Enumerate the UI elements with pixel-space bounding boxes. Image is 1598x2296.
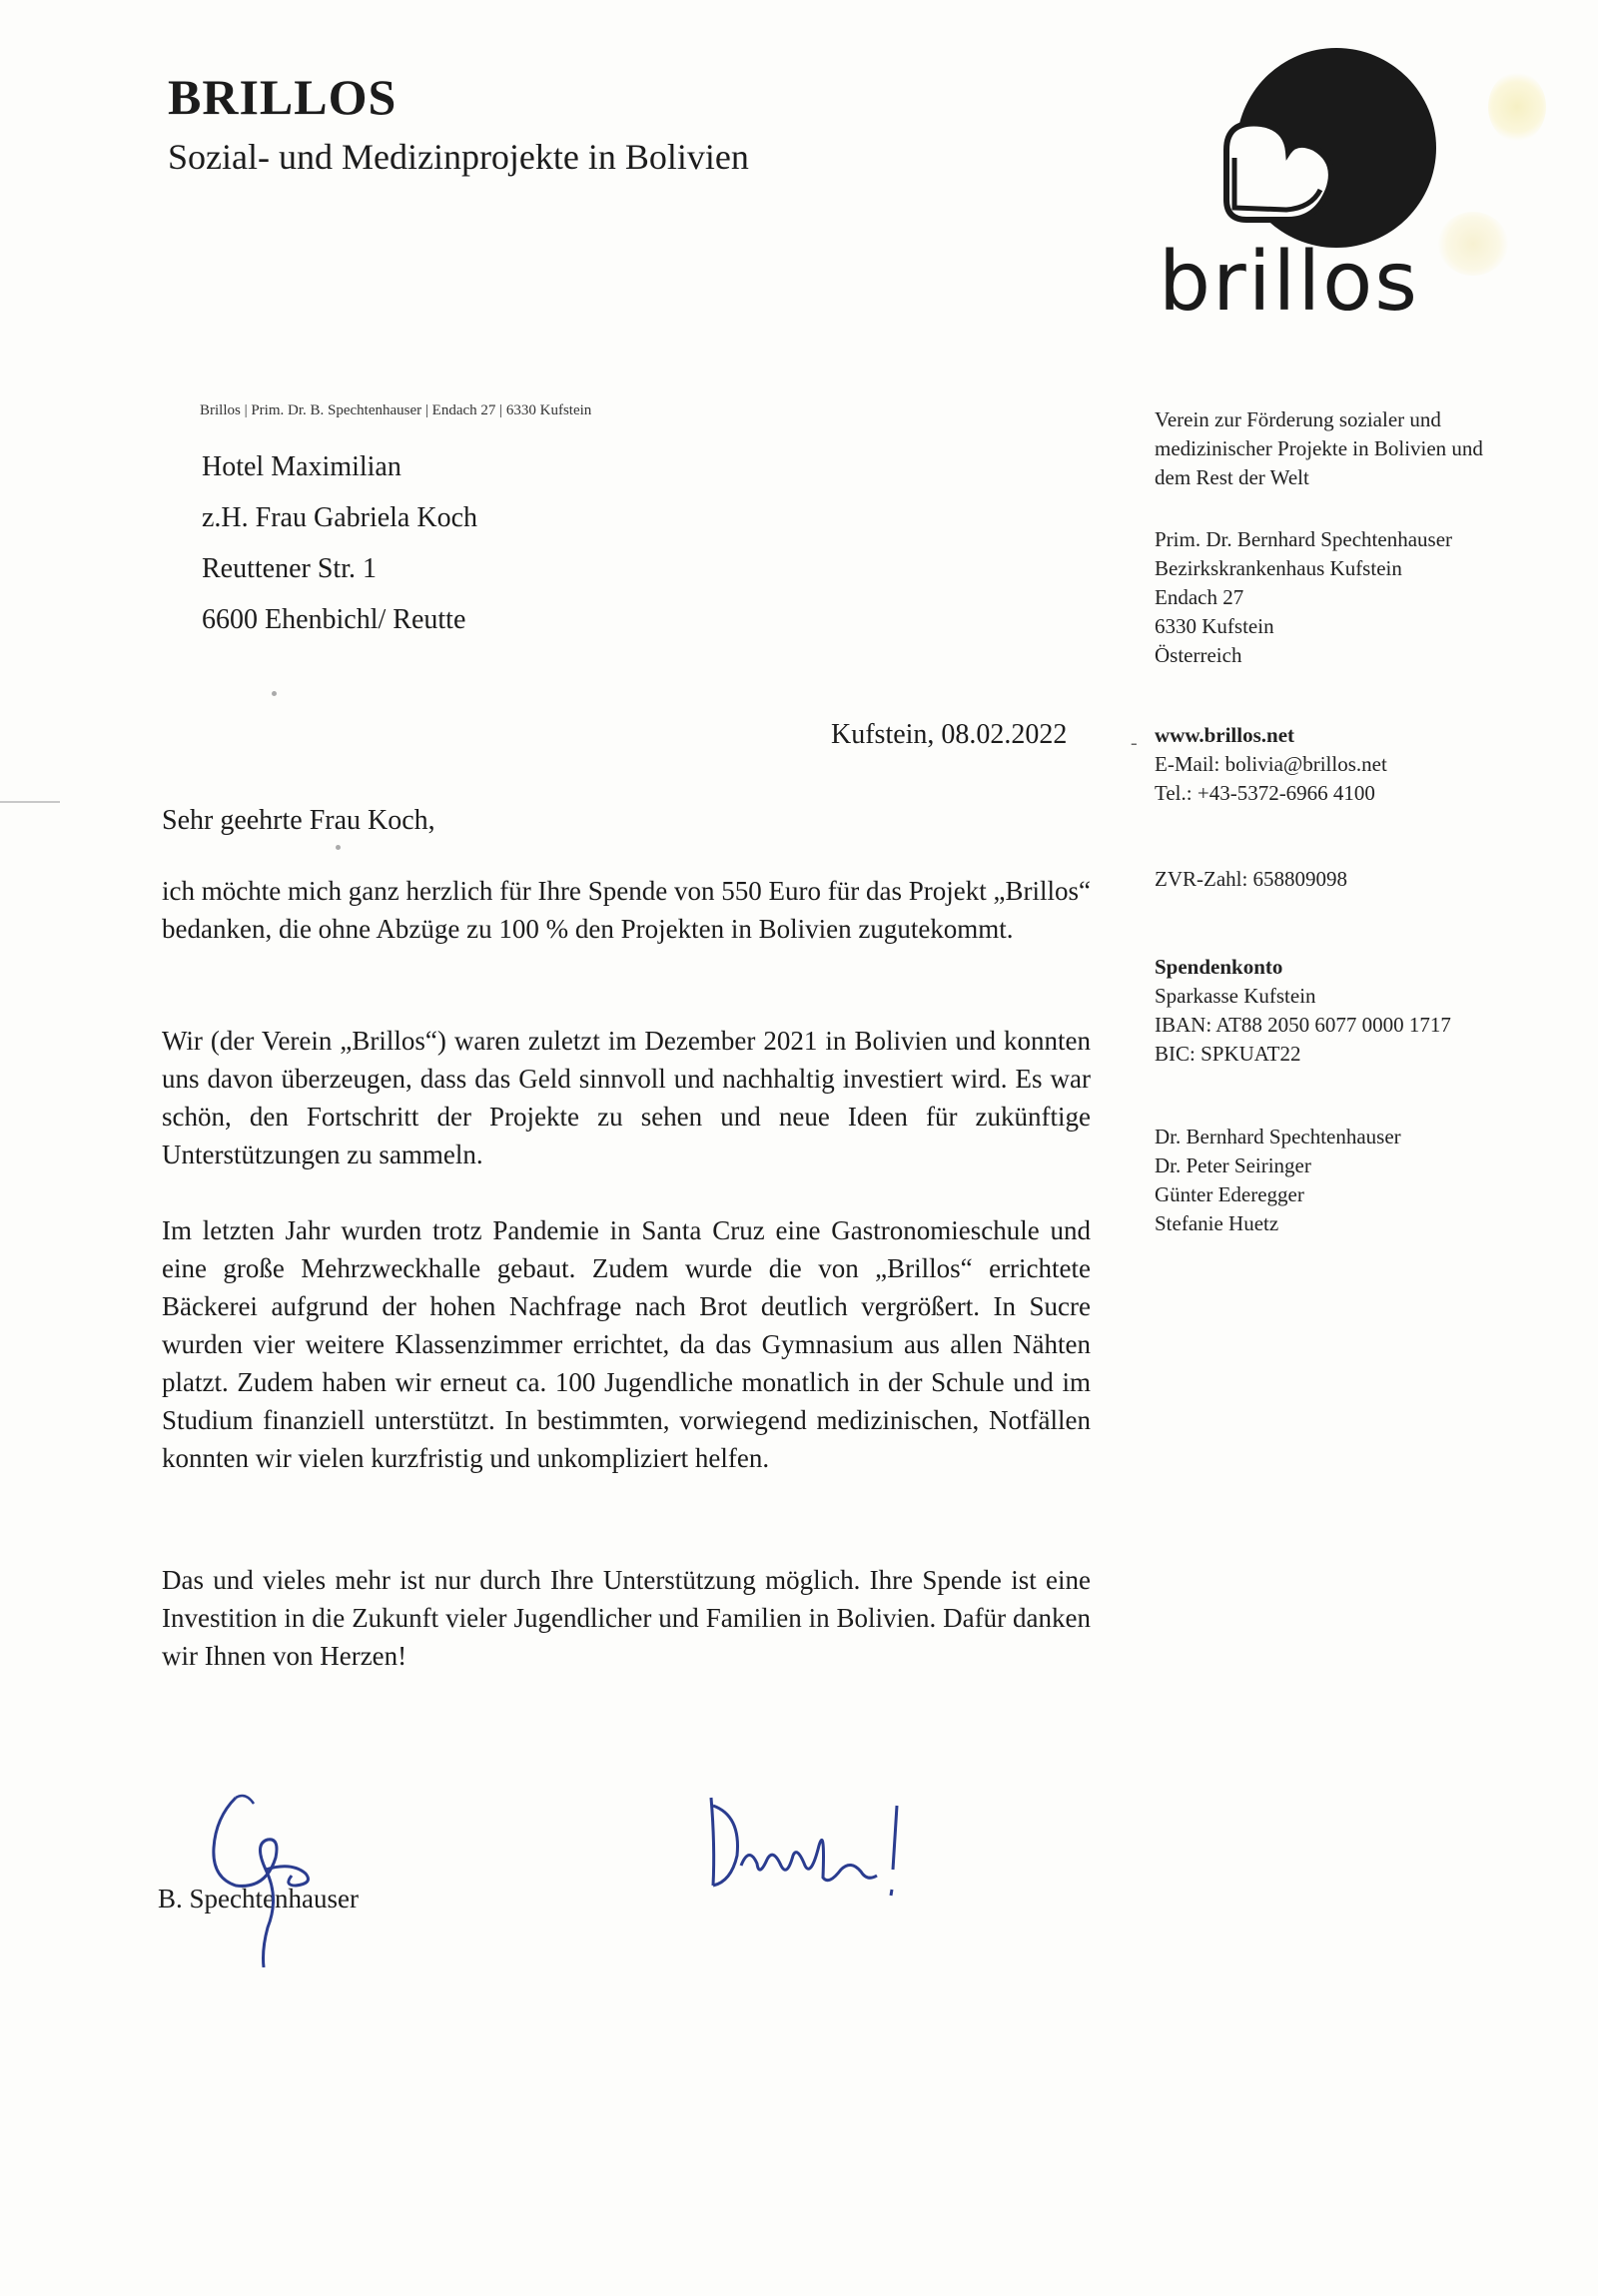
paper-stain xyxy=(1488,72,1546,142)
sidebar-contact-address xyxy=(1155,525,1452,670)
board-member: Dr. Peter Seiringer xyxy=(1155,1153,1311,1177)
recipient-attention: z.H. Frau Gabriela Koch xyxy=(202,502,478,533)
scan-artifact xyxy=(272,691,277,696)
sidebar-line: medizinischer Projekte in Bolivien und xyxy=(1155,436,1483,460)
board-members xyxy=(1155,1123,1401,1238)
recipient-city: 6600 Ehenbichl/ Reutte xyxy=(202,604,466,635)
sidebar-line: Bezirkskrankenhaus Kufstein xyxy=(1155,556,1402,580)
sidebar-line: Verein zur Förderung sozialer und xyxy=(1155,407,1441,431)
iban: IBAN: AT88 2050 6077 0000 1717 xyxy=(1155,1013,1451,1037)
website-link[interactable]: www.brillos.net xyxy=(1155,723,1295,747)
sidebar-org-description xyxy=(1155,405,1483,492)
paragraph: ich möchte mich ganz herzlich für Ihre Spende von 550 Euro für das Projekt „Brillos“ bedanken, die ohne Abzüge zu 100 % den Projekten in Bolivien zugutekommt. xyxy=(162,876,1091,944)
sidebar-line: Prim. Dr. Bernhard Spechtenhauser xyxy=(1155,527,1453,551)
sidebar-line: ZVR-Zahl: 658809098 xyxy=(1155,867,1348,891)
sidebar-line: dem Rest der Welt xyxy=(1155,465,1309,489)
paragraph: Im letzten Jahr wurden trotz Pandemie in Santa Cruz eine Gastronomieschule und eine große Mehrzweckhalle gebaut. Zudem wurde die von „Brillos“ errichtete Bäckerei aufgrund der hohen Nachfrage nach Brot deutlich vergrößert. In Sucre wurden vier weitere Klassenzimmer errichtet, da das Gymnasium aus allen Nähten platzt. Zudem haben wir erneut ca. 100 Jugendliche monatlich in der Schule und im Studium finanziell unterstützt. In bestimmten, vorwiegend medizinischen, Notfällen konnten wir vielen kurzfristig und unkompliziert helfen. xyxy=(162,1215,1091,1473)
bank-title: Spendenkonto xyxy=(1155,955,1283,979)
recipient-street: Reuttener Str. 1 xyxy=(202,553,377,584)
salutation: Sehr geehrte Frau Koch, xyxy=(162,805,435,836)
bic: BIC: SPKUAT22 xyxy=(1155,1042,1301,1066)
bank-account xyxy=(1155,953,1451,1069)
paragraph: Wir (der Verein „Brillos“) waren zuletzt im Dezember 2021 in Bolivien und konnten uns davon überzeugen, dass das Geld sinnvoll und nachhaltig investiert wird. Es war schön, den Fortschritt der Projekte zu sehen und neue Ideen für zukünftige Unterstützungen zu sammeln. xyxy=(162,1026,1091,1169)
logo-text: brillos xyxy=(1159,235,1420,320)
sidebar-web-contact xyxy=(1155,721,1387,808)
board-member: Dr. Bernhard Spechtenhauser xyxy=(1155,1125,1401,1148)
recipient-name: Hotel Maximilian xyxy=(202,451,401,482)
sidebar-line: Österreich xyxy=(1155,643,1242,667)
sidebar-line: 6330 Kufstein xyxy=(1155,614,1274,638)
recipient-address xyxy=(202,441,477,645)
board-member: Stefanie Huetz xyxy=(1155,1211,1279,1235)
zvr-number xyxy=(1155,865,1347,894)
scan-artifact xyxy=(0,801,60,803)
email-link[interactable]: E-Mail: bolivia@brillos.net xyxy=(1155,752,1387,776)
org-name: BRILLOS xyxy=(168,69,398,125)
brillos-logo xyxy=(1147,40,1486,320)
bank-name: Sparkasse Kufstein xyxy=(1155,984,1316,1008)
handwritten-signature xyxy=(196,1778,346,1967)
letter-date: Kufstein, 08.02.2022 xyxy=(831,719,1068,750)
sidebar-line: Endach 27 xyxy=(1155,585,1244,609)
org-subtitle: Sozial- und Medizinprojekte in Bolivien xyxy=(168,137,749,177)
board-member: Günter Ederegger xyxy=(1155,1182,1304,1206)
paragraph: Das und vieles mehr ist nur durch Ihre Unterstützung möglich. Ihre Spende ist eine Investition in die Zukunft vieler Jugendlicher und Familien in Bolivien. Dafür danken wir Ihnen von Herzen! xyxy=(162,1565,1091,1671)
signatory-name: B. Spechtenhauser xyxy=(158,1884,359,1913)
phone-number: Tel.: +43-5372-6966 4100 xyxy=(1155,781,1375,805)
scan-tick: - xyxy=(1131,732,1138,754)
sender-line: Brillos | Prim. Dr. B. Spechtenhauser | Endach 27 | 6330 Kufstein xyxy=(200,402,592,418)
handwritten-note xyxy=(701,1786,911,1906)
scan-artifact xyxy=(336,845,341,850)
